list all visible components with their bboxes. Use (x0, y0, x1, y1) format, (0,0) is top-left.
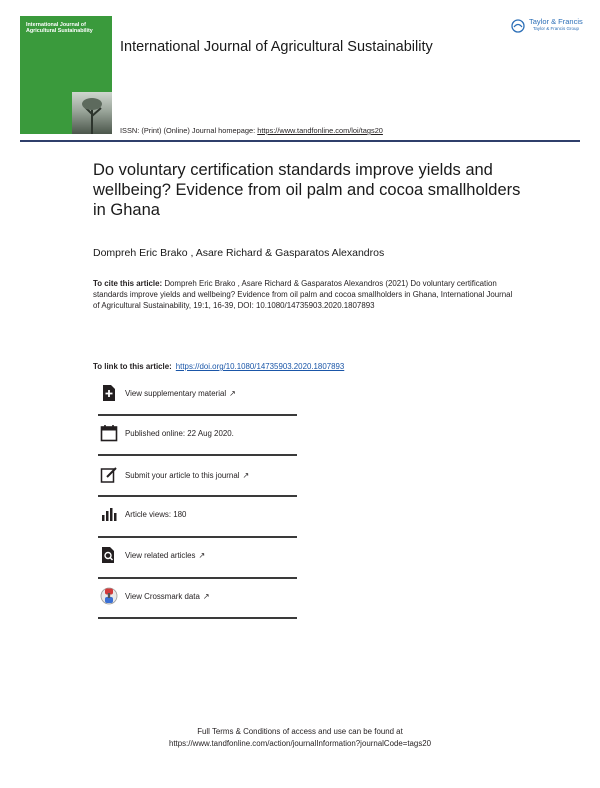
publisher-logo[interactable] (511, 17, 585, 37)
publisher-logo-icon (511, 19, 525, 33)
published-online-row (98, 416, 296, 453)
divider (98, 617, 297, 619)
article-link-line (93, 362, 344, 371)
external-link-icon: ↗ (202, 592, 210, 601)
article-views-row (98, 497, 296, 534)
journal-homepage-link[interactable]: https://www.tandfonline.com/loi/tags20 (257, 126, 383, 135)
plus-document-icon (100, 384, 118, 402)
article-title: Do voluntary certification standards improve yields and wellbeing? Evidence from oil palm and cocoa smallholders in Ghana (93, 161, 521, 219)
action-label: View related articles (125, 551, 196, 560)
publisher-logo-text: Taylor & Francis (529, 17, 583, 26)
publisher-logo-sub: Taylor & Francis Group (533, 26, 580, 31)
footer (0, 726, 600, 750)
footer-terms-text: Full Terms & Conditions of access and use can be found at (197, 727, 403, 736)
submit-article-link[interactable] (98, 458, 296, 495)
header-divider (20, 140, 580, 142)
view-supplementary-material-link[interactable] (98, 376, 296, 413)
external-link-icon: ↗ (242, 471, 250, 480)
journal-title: International Journal of Agricultural Sustainability (120, 39, 433, 55)
divider (98, 454, 297, 456)
view-crossmark-data-link[interactable] (98, 579, 296, 616)
action-label: View supplementary material (125, 389, 227, 398)
cover-title: International Journal of Agricultural Sustainability (26, 22, 93, 35)
cover-photo (72, 92, 112, 134)
article-authors: Dompreh Eric Brako , Asare Richard & Gasparatos Alexandros (93, 247, 385, 259)
external-link-icon: ↗ (198, 551, 206, 560)
view-related-articles-link[interactable] (98, 538, 296, 575)
crossmark-icon (100, 587, 118, 605)
link-label: To link to this article: (93, 362, 172, 371)
action-label: View Crossmark data (125, 592, 200, 601)
external-link-icon: ↗ (229, 389, 236, 398)
article-views: Article views: 180 (125, 510, 187, 519)
cite-label: To cite this article: (93, 279, 163, 288)
cite-text: Dompreh Eric Brako , Asare Richard & Gasparatos Alexandros (2021) Do voluntary certification standards improve yields and wellbeing? Evidence from oil palm and cocoa smallholders in Ghana, International Journal of Agricultural Sustainability, 19:1, 16-39, DOI: 10.1080/14735903.2020.1807893 (93, 279, 513, 310)
search-document-icon (100, 546, 118, 564)
edit-icon (100, 466, 118, 484)
journal-cover (20, 16, 112, 134)
calendar-icon (100, 424, 118, 442)
bar-chart-icon (100, 505, 118, 523)
footer-terms-link[interactable]: https://www.tandfonline.com/action/journalInformation?journalCode=tags20 (168, 739, 432, 748)
issn-prefix: ISSN: (Print) (Online) Journal homepage: (120, 126, 258, 135)
published-date: Published online: 22 Aug 2020. (125, 429, 234, 438)
action-label: Submit your article to this journal (125, 471, 240, 480)
citation (93, 278, 513, 311)
issn-line (120, 126, 383, 135)
doi-link[interactable]: https://doi.org/10.1080/14735903.2020.1807893 (175, 362, 345, 371)
